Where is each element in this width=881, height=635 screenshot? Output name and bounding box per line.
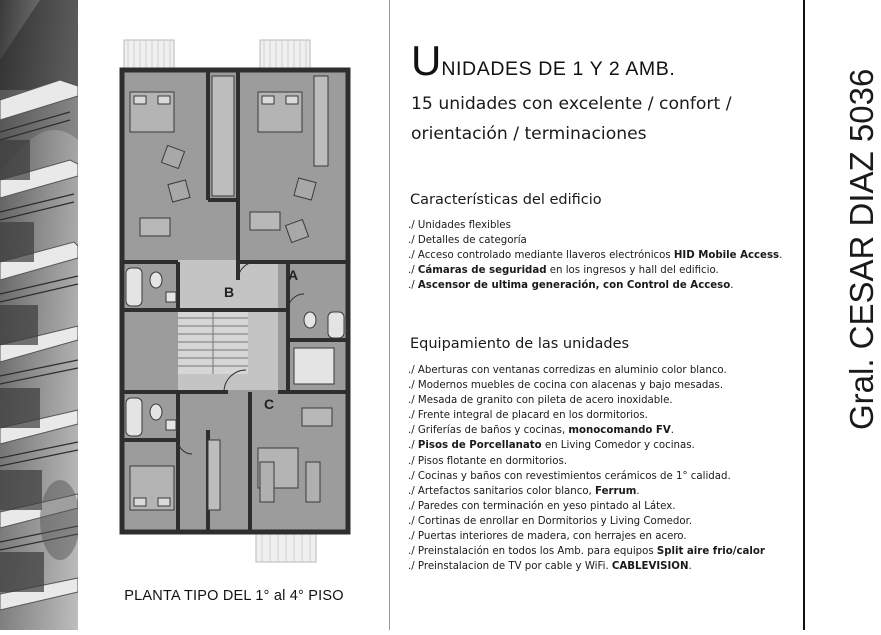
list-item: ./ Modernos muebles de cocina con alacenas y bajo mesadas.	[408, 380, 724, 392]
list-item: ./ Griferías de baños y cocinas, monocomando FV.	[408, 425, 674, 437]
building-photo	[0, 0, 78, 630]
vertical-address-title	[806, 0, 880, 630]
list-item: ./ Puertas interiores de madera, con herrajes en acero.	[408, 531, 687, 543]
plan-caption: PLANTA TIPO DEL 1° al 4° PISO	[124, 588, 344, 604]
subtitle-line-1: 15 unidades con excelente / confort /	[411, 94, 732, 114]
list-item: ./ Preinstalación en todos los Amb. para equipos Split aire frio/calor	[408, 546, 765, 558]
unit-label-a: A	[288, 267, 299, 283]
list-item: ./ Unidades flexibles	[408, 220, 511, 231]
floor-plan-drawing	[78, 0, 390, 630]
divider-line-right	[803, 0, 805, 630]
list-item: ./ Pisos de Porcellanato en Living Comedor y cocinas.	[408, 440, 695, 452]
divider-line	[389, 0, 390, 630]
list-item: ./ Cámaras de seguridad en los ingresos y hall del edificio.	[408, 265, 719, 277]
unit-label-b: B	[224, 284, 235, 300]
list-item: ./ Pisos flotante en dormitorios.	[408, 455, 568, 467]
title-rest: NIDADES DE 1 Y 2 AMB.	[441, 58, 676, 80]
list-item: ./ Mesada de granito con pileta de acero inoxidable.	[408, 395, 673, 407]
unit-label-c: C	[264, 396, 275, 412]
building-heading: Características del edificio	[410, 192, 602, 208]
list-item: ./ Preinstalacion de TV por cable y WiFi. CABLEVISION.	[408, 561, 692, 573]
floor-plan-panel	[78, 0, 390, 630]
address-text: Gral. CESAR DIAZ 5036	[843, 68, 880, 430]
list-item: ./ Cortinas de enrollar en Dormitorios y Living Comedor.	[408, 515, 693, 527]
units-heading: Equipamiento de las unidades	[410, 336, 630, 352]
list-item: ./ Ascensor de ultima generación, con Control de Acceso.	[408, 280, 734, 292]
page-title	[411, 37, 796, 88]
title-block	[411, 37, 796, 148]
list-item: ./ Paredes con terminación en yeso pintado al Látex.	[408, 500, 676, 512]
subtitle-line-2: orientación / terminaciones	[411, 124, 647, 144]
building-features-list	[408, 218, 782, 293]
list-item: ./ Detalles de categoría	[408, 235, 527, 247]
list-item: ./ Artefactos sanitarios color blanco, Ferrum.	[408, 485, 640, 497]
list-item: ./ Aberturas con ventanas corredizas en aluminio color blanco.	[408, 365, 727, 376]
list-item: ./ Acceso controlado mediante llaveros electrónicos HID Mobile Access.	[408, 250, 783, 262]
list-item: ./ Frente integral de placard en los dormitorios.	[408, 410, 648, 422]
title-initial: U	[411, 37, 442, 84]
list-item: ./ Cocinas y baños con revestimientos cerámicos de 1° calidad.	[408, 470, 731, 482]
unit-equipment-list	[408, 363, 765, 574]
